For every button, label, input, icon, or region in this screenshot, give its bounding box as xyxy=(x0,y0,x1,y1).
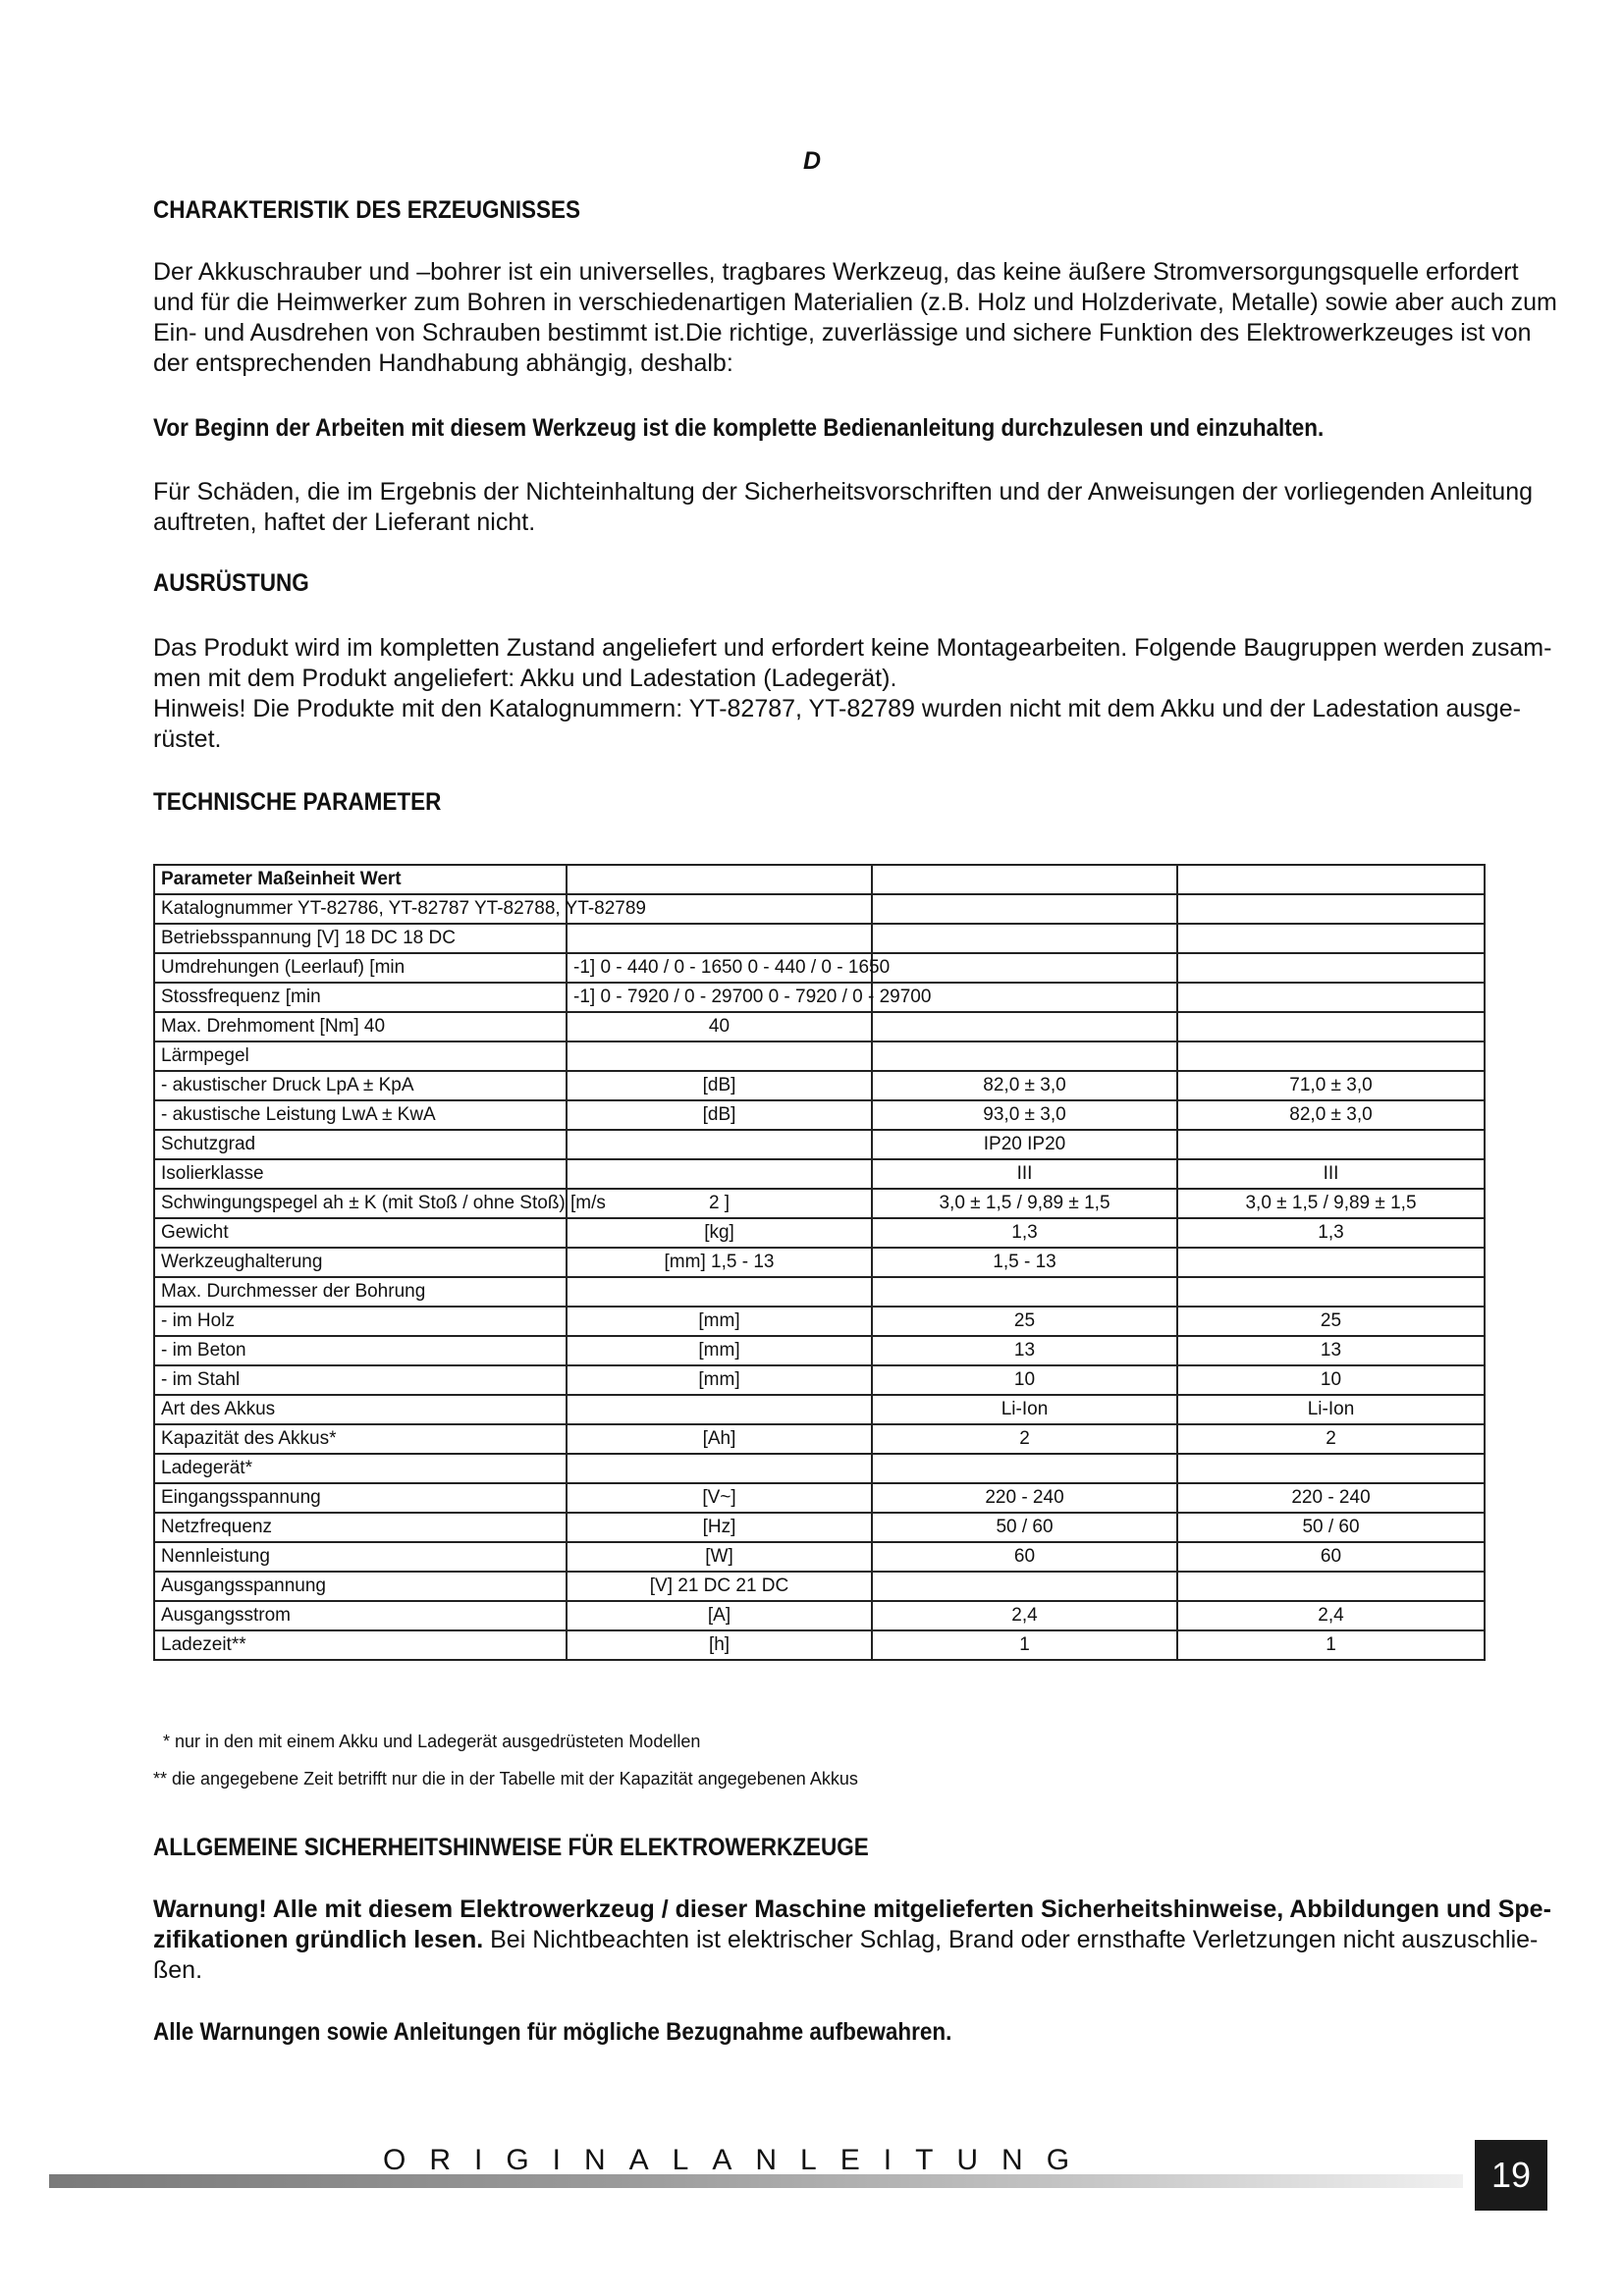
table-cell: 220 - 240 xyxy=(872,1483,1177,1513)
text-line: ßen. xyxy=(153,1956,203,1984)
text-line: Warnung! Alle mit diesem Elektrowerkzeug / dieser Maschine mitgelieferten Sicherheitshinweise, Abbildungen und Spe- xyxy=(153,1896,1551,1923)
table-cell: [mm] xyxy=(567,1336,872,1365)
table-cell: - im Stahl xyxy=(154,1365,567,1395)
table-cell: 2 xyxy=(1177,1424,1485,1454)
table-cell: Eingangsspannung xyxy=(154,1483,567,1513)
table-row xyxy=(154,1071,1485,1100)
table-cell: Isolierklasse xyxy=(154,1159,567,1189)
table-cell: 2,4 xyxy=(1177,1601,1485,1630)
table-row xyxy=(154,1159,1485,1189)
table-cell xyxy=(872,953,1177,983)
table-cell xyxy=(1177,924,1485,953)
table-cell: - akustischer Druck LpA ± KpA xyxy=(154,1071,567,1100)
table-cell: 50 / 60 xyxy=(872,1513,1177,1542)
table-cell xyxy=(872,1454,1177,1483)
table-cell: 2,4 xyxy=(872,1601,1177,1630)
table-cell: - im Holz xyxy=(154,1307,567,1336)
table-cell: 25 xyxy=(872,1307,1177,1336)
table-row xyxy=(154,1601,1485,1630)
table-cell: 40 xyxy=(567,1012,872,1041)
table-cell xyxy=(567,1395,872,1424)
table-cell: [dB] xyxy=(567,1100,872,1130)
table-cell: [mm] xyxy=(567,1307,872,1336)
table-cell: Ladezeit** xyxy=(154,1630,567,1660)
table-cell: [mm] 1,5 - 13 xyxy=(567,1248,872,1277)
table-cell: 60 xyxy=(1177,1542,1485,1572)
table-cell: [Ah] xyxy=(567,1424,872,1454)
table-cell xyxy=(1177,1277,1485,1307)
table-row xyxy=(154,865,1485,894)
table-row xyxy=(154,1572,1485,1601)
table-row xyxy=(154,1483,1485,1513)
table-cell: -1] 0 - 7920 / 0 - 29700 0 - 7920 / 0 - 29700 xyxy=(567,983,872,1012)
table-cell: Katalognummer YT-82786, YT-82787 YT-82788, YT-82789 xyxy=(154,894,567,924)
table-cell: [mm] xyxy=(567,1365,872,1395)
table-cell xyxy=(567,1130,872,1159)
text-line: zifikationen gründlich lesen. Bei Nichtbeachten ist elektrischer Schlag, Brand oder ernsthafte Verletzungen nicht auszuschlie- xyxy=(153,1926,1539,1953)
page-number: 19 xyxy=(1475,2140,1547,2211)
table-cell xyxy=(567,1159,872,1189)
table-row xyxy=(154,1424,1485,1454)
text-line: Ein- und Ausdrehen von Schrauben bestimmt ist.Die richtige, zuverlässige und sichere Funktion des Elektrowerkzeuges ist von xyxy=(153,319,1532,347)
table-cell: Li-Ion xyxy=(872,1395,1177,1424)
table-cell xyxy=(1177,1572,1485,1601)
table-row xyxy=(154,1307,1485,1336)
table-row xyxy=(154,1100,1485,1130)
keep-instructions: Alle Warnungen sowie Anleitungen für mögliche Bezugnahme aufbewahren. xyxy=(153,2018,952,2046)
table-cell: 10 xyxy=(872,1365,1177,1395)
table-cell: 93,0 ± 3,0 xyxy=(872,1100,1177,1130)
table-cell: Schwingungspegel ah ± K (mit Stoß / ohne Stoß) [m/s xyxy=(154,1189,567,1218)
table-row xyxy=(154,1041,1485,1071)
table-cell: Art des Akkus xyxy=(154,1395,567,1424)
table-row xyxy=(154,953,1485,983)
table-cell xyxy=(872,1572,1177,1601)
paragraph-ausruestung xyxy=(153,633,1552,755)
table-row xyxy=(154,1277,1485,1307)
table-cell: Ausgangsspannung xyxy=(154,1572,567,1601)
table-cell: III xyxy=(1177,1159,1485,1189)
text-line: der entsprechenden Handhabung abhängig, deshalb: xyxy=(153,349,733,377)
table-cell: [h] xyxy=(567,1630,872,1660)
table-cell: Max. Durchmesser der Bohrung xyxy=(154,1277,567,1307)
table-cell xyxy=(1177,1041,1485,1071)
table-cell: 1 xyxy=(1177,1630,1485,1660)
table-cell: [W] xyxy=(567,1542,872,1572)
table-cell: 50 / 60 xyxy=(1177,1513,1485,1542)
paragraph-liability xyxy=(153,477,1534,538)
text-line: und für die Heimwerker zum Bohren in verschiedenartigen Materialien (z.B. Holz und Holzderivate, Metalle) sowie aber auch zum xyxy=(153,289,1557,316)
text-line: rüstet. xyxy=(153,725,222,753)
table-cell: - im Beton xyxy=(154,1336,567,1365)
table-row xyxy=(154,1130,1485,1159)
table-cell: 13 xyxy=(1177,1336,1485,1365)
table-row xyxy=(154,1365,1485,1395)
table-cell xyxy=(567,865,872,894)
table-cell: 3,0 ± 1,5 / 9,89 ± 1,5 xyxy=(1177,1189,1485,1218)
table-cell xyxy=(567,924,872,953)
table-cell: Lärmpegel xyxy=(154,1041,567,1071)
text-line: men mit dem Produkt angeliefert: Akku und Ladestation (Ladegerät). xyxy=(153,665,897,692)
table-row xyxy=(154,1454,1485,1483)
table-cell: [kg] xyxy=(567,1218,872,1248)
table-row xyxy=(154,1336,1485,1365)
table-cell: 220 - 240 xyxy=(1177,1483,1485,1513)
table-cell: 1,3 xyxy=(1177,1218,1485,1248)
table-cell xyxy=(567,1277,872,1307)
table-cell: 13 xyxy=(872,1336,1177,1365)
table-cell: Umdrehungen (Leerlauf) [min xyxy=(154,953,567,983)
footer-label xyxy=(383,2144,1093,2177)
table-cell: [V~] xyxy=(567,1483,872,1513)
table-cell xyxy=(1177,894,1485,924)
table-cell xyxy=(1177,983,1485,1012)
table-cell: 1,5 - 13 xyxy=(872,1248,1177,1277)
table-cell: 82,0 ± 3,0 xyxy=(872,1071,1177,1100)
table-cell: Ausgangsstrom xyxy=(154,1601,567,1630)
footnote-ladezeit: ** die angegebene Zeit betrifft nur die in der Tabelle mit der Kapazität angegebenen Akkus xyxy=(153,1769,858,1789)
table-cell xyxy=(872,1277,1177,1307)
table-row xyxy=(154,1542,1485,1572)
table-cell xyxy=(1177,953,1485,983)
table-cell: Max. Drehmoment [Nm] 40 xyxy=(154,1012,567,1041)
text-line: Für Schäden, die im Ergebnis der Nichteinhaltung der Sicherheitsvorschriften und der Anweisungen der vorliegenden Anleitung xyxy=(153,478,1534,506)
footnote-akku: * nur in den mit einem Akku und Ladegerät ausgedrüsteten Modellen xyxy=(163,1732,701,1751)
table-cell: III xyxy=(872,1159,1177,1189)
table-cell xyxy=(872,1041,1177,1071)
table-row xyxy=(154,1395,1485,1424)
table-cell: 71,0 ± 3,0 xyxy=(1177,1071,1485,1100)
table-cell: Werkzeughalterung xyxy=(154,1248,567,1277)
table-cell: Gewicht xyxy=(154,1218,567,1248)
language-marker: D xyxy=(802,147,822,175)
table-cell: IP20 IP20 xyxy=(872,1130,1177,1159)
paragraph-charakteristik xyxy=(153,257,1557,379)
table-cell xyxy=(872,1012,1177,1041)
table-cell: 1 xyxy=(872,1630,1177,1660)
text-line: auftreten, haftet der Lieferant nicht. xyxy=(153,508,536,536)
heading-technische-parameter: TECHNISCHE PARAMETER xyxy=(153,788,442,816)
paragraph-warning xyxy=(153,1895,1551,1986)
table-cell: 60 xyxy=(872,1542,1177,1572)
text-line: Das Produkt wird im kompletten Zustand angeliefert und erfordert keine Montagearbeiten. Folgende Baugruppen werden zusam- xyxy=(153,634,1552,662)
table-cell: 2 xyxy=(872,1424,1177,1454)
table-cell: 25 xyxy=(1177,1307,1485,1336)
table-cell: Li-Ion xyxy=(1177,1395,1485,1424)
table-cell xyxy=(872,924,1177,953)
table-cell: 3,0 ± 1,5 / 9,89 ± 1,5 xyxy=(872,1189,1177,1218)
table-cell xyxy=(567,1041,872,1071)
table-cell: Netzfrequenz xyxy=(154,1513,567,1542)
table-cell: 1,3 xyxy=(872,1218,1177,1248)
table-cell xyxy=(1177,865,1485,894)
table-cell: - akustische Leistung LwA ± KwA xyxy=(154,1100,567,1130)
table-cell: [dB] xyxy=(567,1071,872,1100)
table-cell: 10 xyxy=(1177,1365,1485,1395)
table-row xyxy=(154,1248,1485,1277)
table-cell: Nennleistung xyxy=(154,1542,567,1572)
footer-label-text: ORIGINALANLEITUNG xyxy=(383,2144,1094,2176)
table-cell xyxy=(1177,1130,1485,1159)
table-cell: Betriebsspannung [V] 18 DC 18 DC xyxy=(154,924,567,953)
table-row xyxy=(154,894,1485,924)
table-cell: [V] 21 DC 21 DC xyxy=(567,1572,872,1601)
table-cell: Schutzgrad xyxy=(154,1130,567,1159)
table-cell xyxy=(1177,1454,1485,1483)
table-cell: Kapazität des Akkus* xyxy=(154,1424,567,1454)
table-cell xyxy=(1177,1248,1485,1277)
table-cell: [Hz] xyxy=(567,1513,872,1542)
heading-ausruestung: AUSRÜSTUNG xyxy=(153,569,309,597)
text-line: Hinweis! Die Produkte mit den Katalognummern: YT-82787, YT-82789 wurden nicht mit dem Akku und der Ladestation ausge- xyxy=(153,695,1521,722)
table-row xyxy=(154,983,1485,1012)
table-cell: 2 ] xyxy=(567,1189,872,1218)
table-cell: -1] 0 - 440 / 0 - 1650 0 - 440 / 0 - 1650 xyxy=(567,953,872,983)
table-cell xyxy=(872,894,1177,924)
text-line: Der Akkuschrauber und –bohrer ist ein universelles, tragbares Werkzeug, das keine äußere Stromversorgungsquelle erfordert xyxy=(153,258,1519,286)
table-row xyxy=(154,1012,1485,1041)
table-row xyxy=(154,1218,1485,1248)
heading-sicherheitshinweise: ALLGEMEINE SICHERHEITSHINWEISE FÜR ELEKTROWERKZEUGE xyxy=(153,1834,869,1861)
table-cell: 82,0 ± 3,0 xyxy=(1177,1100,1485,1130)
bold-instruction: Vor Beginn der Arbeiten mit diesem Werkzeug ist die komplette Bedienanleitung durchzulesen und einzuhalten. xyxy=(153,414,1325,442)
table-cell: Ladegerät* xyxy=(154,1454,567,1483)
heading-charakteristik: CHARAKTERISTIK DES ERZEUGNISSES xyxy=(153,196,581,224)
table-cell xyxy=(872,865,1177,894)
table-cell xyxy=(567,1454,872,1483)
technical-parameters-table xyxy=(153,864,1486,1661)
table-cell: Parameter Maßeinheit Wert xyxy=(154,865,567,894)
table-row xyxy=(154,1189,1485,1218)
table-row xyxy=(154,1630,1485,1660)
table-cell xyxy=(1177,1012,1485,1041)
table-row xyxy=(154,1513,1485,1542)
table-cell: Stossfrequenz [min xyxy=(154,983,567,1012)
table-cell: [A] xyxy=(567,1601,872,1630)
table-row xyxy=(154,924,1485,953)
